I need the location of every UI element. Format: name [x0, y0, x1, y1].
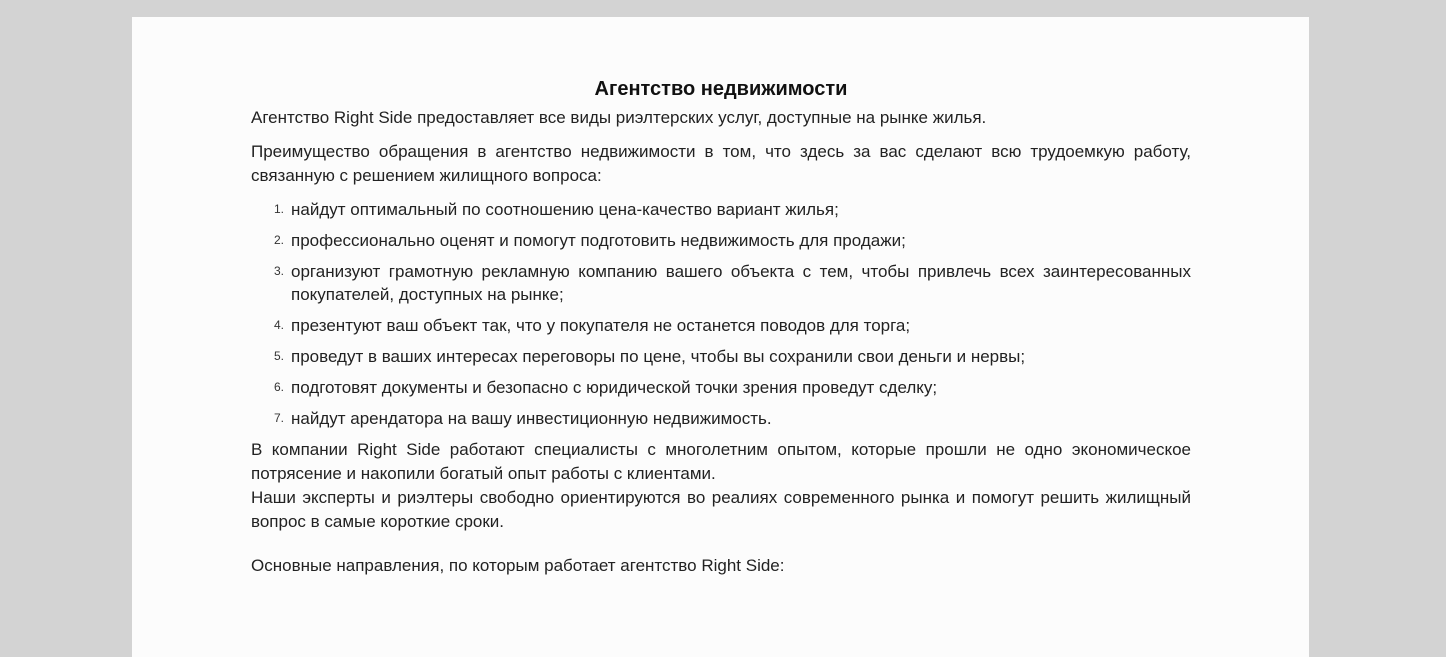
list-item [274, 376, 1191, 399]
list-item [274, 407, 1191, 430]
list-item [274, 229, 1191, 252]
list-item [274, 198, 1191, 221]
list-item-text: профессионально оценят и помогут подготовить недвижимость для продажи; [291, 231, 906, 250]
list-item-text: организуют грамотную рекламную компанию вашего объекта с тем, чтобы привлечь всех заинтересованных покупателей, доступных на рынке; [291, 262, 1191, 304]
list-item-text: найдут оптимальный по соотношению цена-качество вариант жилья; [291, 200, 839, 219]
list-item-number: 2. [274, 233, 285, 247]
intro-paragraph: Агентство Right Side предоставляет все виды риэлтерских услуг, доступные на рынке жилья. [251, 108, 987, 127]
company-paragraph: В компании Right Side работают специалисты с многолетним опытом, которые прошли не одно экономическое потрясение и накопили богатый опыт работы с клиентами. [251, 440, 1191, 483]
list-item-text: найдут арендатора на вашу инвестиционную недвижимость. [291, 409, 772, 428]
directions-paragraph: Основные направления, по которым работает агентство Right Side: [251, 556, 785, 575]
list-item-number: 4. [274, 318, 285, 332]
document-content [251, 75, 1191, 578]
services-list [251, 198, 1191, 430]
list-item-number: 3. [274, 264, 285, 278]
document-page [132, 17, 1309, 657]
list-item-text: проведут в ваших интересах переговоры по цене, чтобы вы сохранили свои деньги и нервы; [291, 347, 1026, 366]
list-item-number: 6. [274, 380, 285, 394]
list-item-text: презентуют ваш объект так, что у покупателя не останется поводов для торга; [291, 316, 911, 335]
advantage-paragraph: Преимущество обращения в агентство недвижимости в том, что здесь за вас сделают всю трудоемкую работу, связанную с решением жилищного вопроса: [251, 142, 1191, 185]
list-item [274, 314, 1191, 337]
list-item-number: 7. [274, 411, 285, 425]
page-title: Агентство недвижимости [594, 78, 848, 100]
list-item-number: 5. [274, 349, 285, 363]
list-item-number: 1. [274, 202, 285, 216]
list-item [274, 345, 1191, 368]
list-item [274, 260, 1191, 306]
experts-paragraph: Наши эксперты и риэлтеры свободно ориентируются во реалиях современного рынка и помогут решить жилищный вопрос в самые короткие сроки. [251, 488, 1191, 531]
list-item-text: подготовят документы и безопасно с юридической точки зрения проведут сделку; [291, 378, 938, 397]
